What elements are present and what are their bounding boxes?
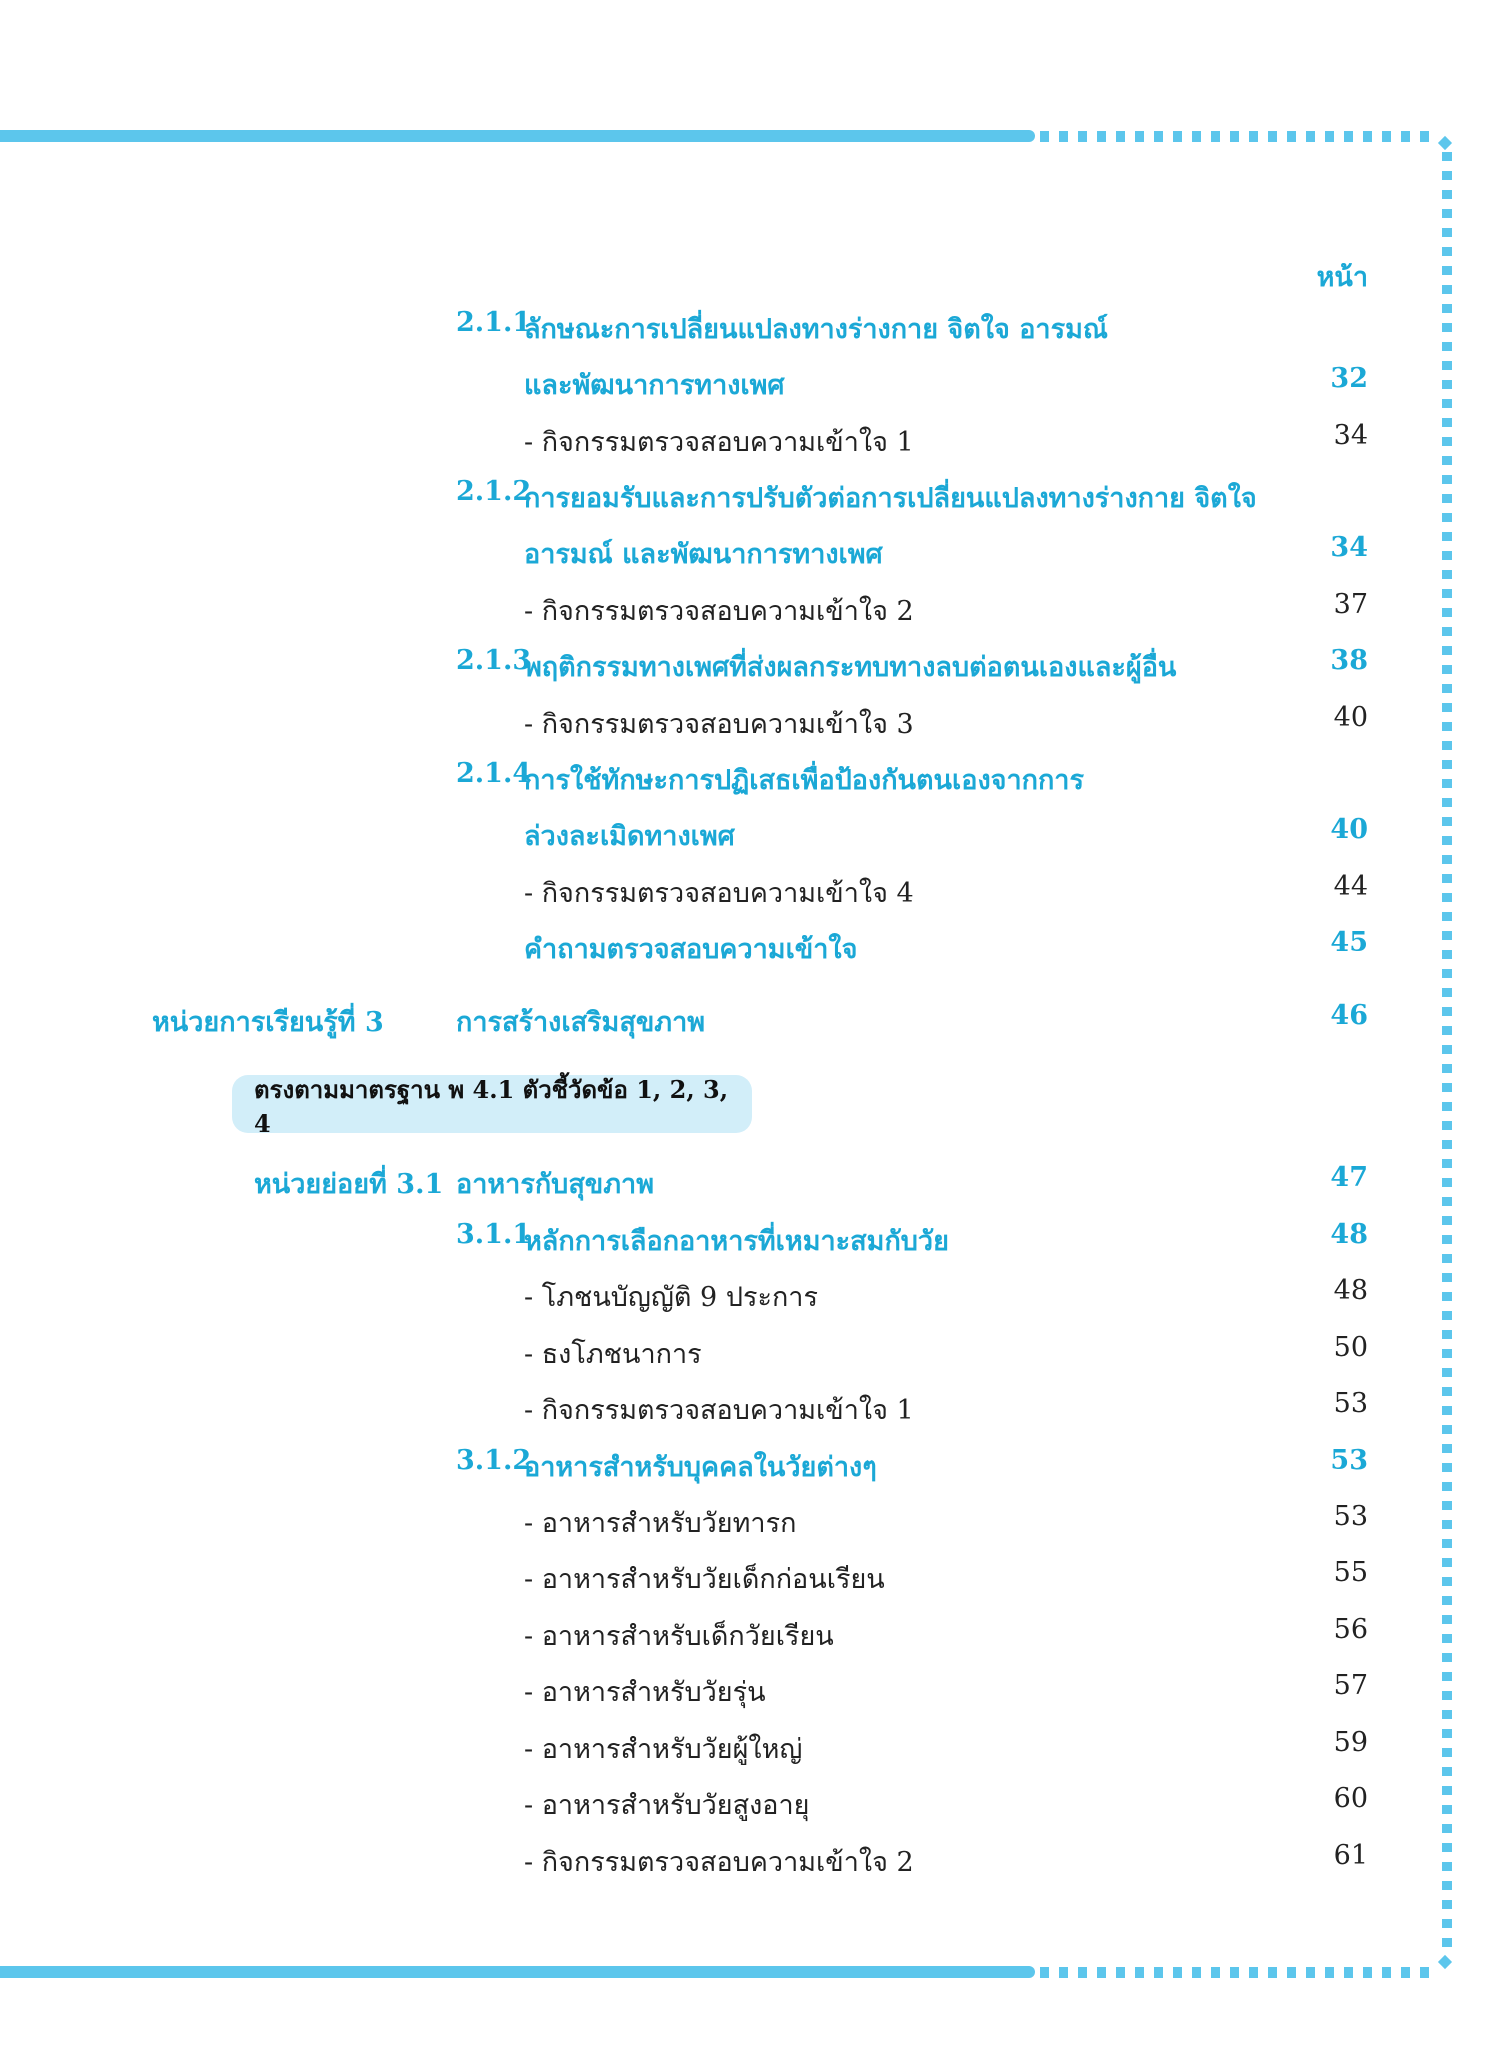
toc-page: 59 xyxy=(1333,1727,1368,1758)
toc-title: - อาหารสำหรับเด็กวัยเรียน xyxy=(524,1621,834,1652)
subunit-title: อาหารกับสุขภาพ xyxy=(456,1169,655,1200)
toc-title: อาหารสำหรับบุคคลในวัยต่างๆ xyxy=(524,1452,877,1483)
unit-label: หน่วยการเรียนรู้ที่ 3 xyxy=(152,1007,384,1038)
toc-title: การยอมรับและการปรับตัวต่อการเปลี่ยนแปลงทางร่างกาย จิตใจ xyxy=(524,483,1257,514)
subunit-page: 47 xyxy=(1330,1162,1368,1193)
unit-title: การสร้างเสริมสุขภาพ xyxy=(456,1007,706,1038)
toc-page: 44 xyxy=(1333,871,1368,902)
toc-page: 32 xyxy=(1330,363,1368,394)
toc-title: การใช้ทักษะการปฏิเสธเพื่อป้องกันตนเองจากการ xyxy=(524,765,1084,796)
toc-title: คำถามตรวจสอบความเข้าใจ xyxy=(524,934,858,965)
toc-page: 34 xyxy=(1333,420,1368,451)
toc-page: 48 xyxy=(1333,1275,1368,1306)
toc-page: 53 xyxy=(1333,1501,1368,1532)
page-column-label: หน้า xyxy=(1316,262,1368,293)
toc-title: - อาหารสำหรับวัยรุ่น xyxy=(524,1677,766,1708)
toc-page: 56 xyxy=(1333,1614,1368,1645)
unit-page: 46 xyxy=(1330,1000,1368,1031)
frame-bottom-dashes xyxy=(1040,1967,1435,1978)
toc-title: - โภชนบัญญัติ 9 ประการ xyxy=(524,1282,818,1313)
frame-bottom-bar xyxy=(0,1966,1035,1978)
frame-right-dashes xyxy=(1442,152,1452,1952)
toc-page: 40 xyxy=(1330,814,1368,845)
toc-title: หลักการเลือกอาหารที่เหมาะสมกับวัย xyxy=(524,1226,949,1257)
toc-page: 38 xyxy=(1330,645,1368,676)
toc-title: - กิจกรรมตรวจสอบความเข้าใจ 3 xyxy=(524,709,914,740)
toc-title: ลักษณะการเปลี่ยนแปลงทางร่างกาย จิตใจ อารมณ์ xyxy=(524,314,1108,345)
toc-title: - อาหารสำหรับวัยสูงอายุ xyxy=(524,1790,810,1821)
toc-title: ล่วงละเมิดทางเพศ xyxy=(524,821,735,852)
toc-page: 48 xyxy=(1330,1219,1368,1250)
toc-title: - อาหารสำหรับวัยทารก xyxy=(524,1508,797,1539)
toc-page: 55 xyxy=(1333,1557,1368,1588)
toc-title: - กิจกรรมตรวจสอบความเข้าใจ 1 xyxy=(524,427,914,458)
toc-title: และพัฒนาการทางเพศ xyxy=(524,370,785,401)
toc-title: - กิจกรรมตรวจสอบความเข้าใจ 2 xyxy=(524,596,914,627)
toc-page: 40 xyxy=(1333,702,1368,733)
toc-page: 53 xyxy=(1330,1445,1368,1476)
toc-page: 50 xyxy=(1333,1332,1368,1363)
toc-page: 37 xyxy=(1333,589,1368,620)
toc-title: - อาหารสำหรับวัยผู้ใหญ่ xyxy=(524,1734,803,1765)
toc-num: 2.1.2 xyxy=(456,476,532,507)
toc-num: 2.1.4 xyxy=(456,758,532,789)
toc-page: 53 xyxy=(1333,1388,1368,1419)
toc-num: 2.1.3 xyxy=(456,645,532,676)
toc-title: - กิจกรรมตรวจสอบความเข้าใจ 4 xyxy=(524,878,914,909)
toc-num: 3.1.2 xyxy=(456,1445,532,1476)
toc-page: 60 xyxy=(1333,1783,1368,1814)
frame-corner-top xyxy=(1438,136,1452,150)
subunit-label: หน่วยย่อยที่ 3.1 xyxy=(254,1169,444,1200)
toc-title: - อาหารสำหรับวัยเด็กก่อนเรียน xyxy=(524,1564,885,1595)
toc-title: - กิจกรรมตรวจสอบความเข้าใจ 1 xyxy=(524,1395,914,1426)
toc-num: 3.1.1 xyxy=(456,1219,532,1250)
toc-title: - กิจกรรมตรวจสอบความเข้าใจ 2 xyxy=(524,1847,914,1878)
frame-top-bar xyxy=(0,130,1035,142)
toc-page: 45 xyxy=(1330,927,1368,958)
toc-title: อารมณ์ และพัฒนาการทางเพศ xyxy=(524,539,883,570)
standard-badge: ตรงตามมาตรฐาน พ 4.1 ตัวชี้วัดข้อ 1, 2, 3, 4 xyxy=(232,1075,752,1133)
frame-top-dashes xyxy=(1040,131,1435,142)
toc-title: - ธงโภชนาการ xyxy=(524,1339,702,1370)
toc-page: 61 xyxy=(1333,1840,1368,1871)
toc-num: 2.1.1 xyxy=(456,307,532,338)
toc-page: 57 xyxy=(1333,1670,1368,1701)
frame-corner-bottom xyxy=(1438,1955,1452,1969)
toc-page: 34 xyxy=(1330,532,1368,563)
toc-title: พฤติกรรมทางเพศที่ส่งผลกระทบทางลบต่อตนเองและผู้อื่น xyxy=(524,652,1177,683)
